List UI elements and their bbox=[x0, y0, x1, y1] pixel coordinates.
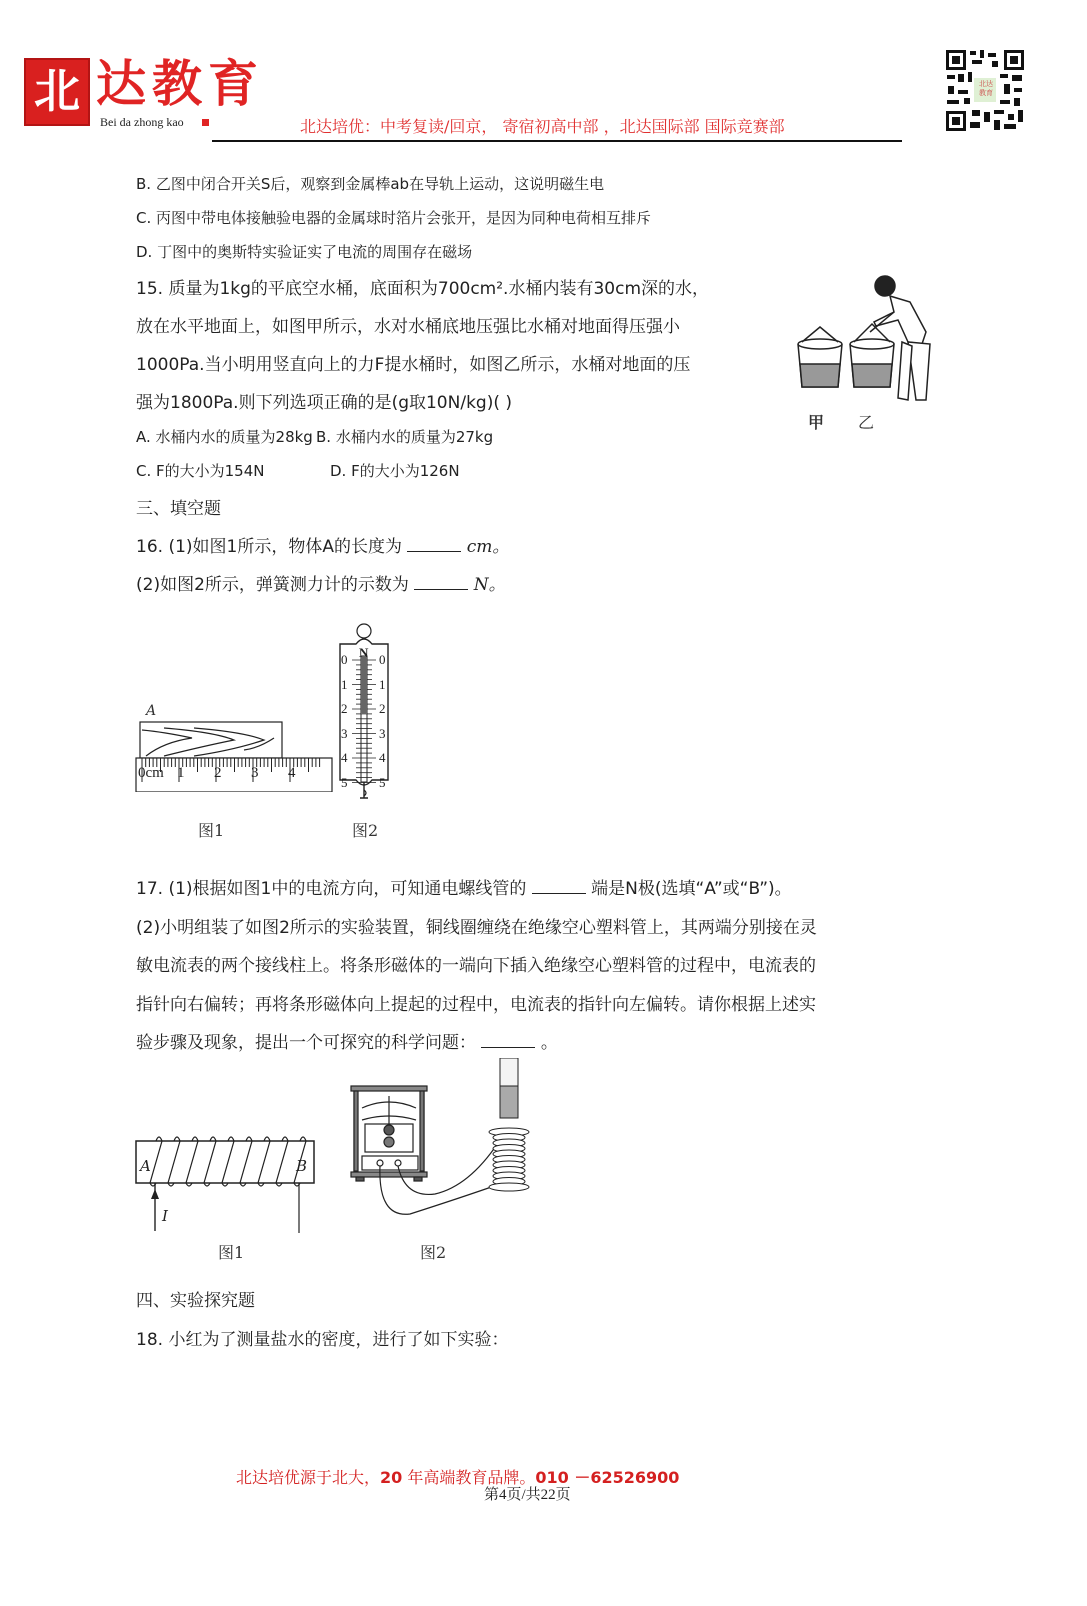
logo-subtitle: Bei da zhong kao bbox=[100, 115, 184, 129]
current-label: I bbox=[162, 1207, 168, 1225]
footer-slogan-c: 年高端教育品牌。 bbox=[402, 1468, 536, 1487]
solenoid-end-b: B bbox=[296, 1157, 308, 1175]
q17-part-2-line-1: (2)小明组装了如图2所示的实验装置，铜线圈缠绕在绝缘空心塑料管上，其两端分别接在灵 bbox=[136, 918, 817, 938]
scale-label-l: 4 bbox=[341, 750, 348, 765]
footer-slogan bbox=[236, 1465, 679, 1488]
q15-line-1: 15. 质量为1kg的平底空水桶，底面积为700cm².水桶内装有30cm深的水， bbox=[136, 279, 710, 299]
scale-label-l: 5 bbox=[341, 774, 348, 790]
q16-part-2-unit: N。 bbox=[473, 575, 506, 595]
q15-line-4: 强为1800Pa.则下列选项正确的是(g取10N/kg)( ) bbox=[136, 393, 513, 413]
galvanometer-figure bbox=[350, 1058, 535, 1238]
q17-answer-blank-2[interactable] bbox=[481, 1031, 535, 1048]
bucket-jia bbox=[798, 327, 842, 387]
scale-label-r: 2 bbox=[379, 701, 386, 716]
q17-part-2-line-4 bbox=[136, 1030, 558, 1056]
q17-fig2-label: 图2 bbox=[420, 1243, 447, 1262]
footer-slogan-years: 20 bbox=[380, 1468, 403, 1487]
q17-part-2-last-suffix: 。 bbox=[540, 1033, 558, 1053]
q17-part-2-line-3: 指针向右偏转；再将条形磁体向上提起的过程中，电流表的指针向左偏转。请你根据上述实 bbox=[136, 995, 816, 1015]
q18-text: 18. 小红为了测量盐水的密度，进行了如下实验： bbox=[136, 1330, 509, 1350]
scale-label-r: 0 bbox=[379, 652, 386, 667]
scale-label-r: 5 bbox=[379, 774, 386, 790]
scale-label-l: 0 bbox=[341, 652, 348, 667]
q16-answer-blank-1[interactable] bbox=[407, 535, 461, 552]
ruler-label-2: 2 bbox=[214, 765, 222, 781]
bucket-yi bbox=[850, 324, 894, 387]
q16-part-2 bbox=[136, 572, 506, 598]
bar-magnet bbox=[500, 1058, 518, 1118]
logo-text: 达教育 bbox=[96, 54, 264, 113]
scale-label-r: 1 bbox=[379, 676, 386, 692]
q14-option-c: C. 丙图中带电体接触验电器的金属球时箔片会张开，是因为同种电荷相互排斥 bbox=[136, 209, 652, 227]
q16-part-1-text: 16. (1)如图1所示，物体A的长度为 bbox=[136, 537, 402, 557]
q15-option-b: B. 水桶内水的质量为27kg bbox=[316, 428, 494, 446]
scale-label-r: 4 bbox=[379, 750, 386, 765]
q15-option-c: C. F的大小为154N bbox=[136, 462, 265, 480]
ruler-label-0: 0cm bbox=[138, 765, 164, 781]
section-3-title: 三、填空题 bbox=[136, 499, 221, 519]
scale-label-l: 1 bbox=[341, 676, 348, 692]
scale-unit-label: N bbox=[359, 645, 369, 660]
scale-label-l: 2 bbox=[341, 701, 348, 716]
q17-part-1 bbox=[136, 876, 792, 902]
fig-label-yi: 乙 bbox=[858, 413, 875, 432]
page-number: 第4页/共22页 bbox=[484, 1487, 571, 1503]
q17-part-2-last-text: 验步骤及现象，提出一个可探究的科学问题： bbox=[136, 1033, 476, 1053]
q14-option-d: D. 丁图中的奥斯特实验证实了电流的周围存在磁场 bbox=[136, 243, 473, 261]
footer-phone: 010 －62526900 bbox=[535, 1468, 680, 1487]
object-a bbox=[140, 722, 282, 758]
qr-center-label: 北达教育 bbox=[979, 80, 993, 97]
section-4-title: 四、实验探究题 bbox=[136, 1291, 255, 1311]
fig-label-jia: 甲 bbox=[808, 413, 825, 432]
q15-line-3: 1000Pa.当小明用竖直向上的力F提水桶时，如图乙所示，水桶对地面的压 bbox=[136, 355, 691, 375]
ruler-label-3: 3 bbox=[251, 765, 259, 781]
header-divider bbox=[212, 140, 902, 142]
q15-option-d: D. F的大小为126N bbox=[330, 462, 460, 480]
solenoid-end-a: A bbox=[140, 1157, 151, 1175]
ruler-figure bbox=[134, 720, 334, 792]
bucket-figure bbox=[790, 272, 940, 412]
footer-slogan-a: 北达培优源于北大， bbox=[236, 1468, 381, 1487]
q16-part-2-text: (2)如图2所示，弹簧测力计的示数为 bbox=[136, 575, 409, 595]
coil-tube bbox=[489, 1128, 529, 1191]
ruler-label-4: 4 bbox=[288, 765, 296, 781]
galvanometer bbox=[351, 1086, 427, 1181]
q17-answer-blank-1[interactable] bbox=[532, 877, 586, 894]
q17-part-2-line-2: 敏电流表的两个接线柱上。将条形磁体的一端向下插入绝缘空心塑料管的过程中，电流表的 bbox=[136, 956, 816, 976]
scale-label-r: 3 bbox=[379, 725, 386, 741]
q16-fig2-label: 图2 bbox=[352, 821, 379, 840]
q15-line-2: 放在水平地面上，如图甲所示，水对水桶底地压强比水桶对地面得压强小 bbox=[136, 317, 680, 337]
q16-fig1-label: 图1 bbox=[198, 821, 225, 840]
logo-dot bbox=[202, 119, 209, 126]
q17-part-1-text: 17. (1)根据如图1中的电流方向，可知通电螺线管的 bbox=[136, 879, 527, 899]
q16-part-1 bbox=[136, 534, 509, 560]
q17-fig1-label: 图1 bbox=[218, 1243, 245, 1262]
q17-part-1-suffix: 端是N极(选填“A”或“B”)。 bbox=[591, 879, 792, 899]
q14-option-b: B. 乙图中闭合开关S后，观察到金属棒ab在导轨上运动，这说明磁生电 bbox=[136, 175, 605, 193]
object-a-label: A bbox=[146, 703, 157, 719]
ruler bbox=[136, 758, 332, 792]
coil-ring bbox=[489, 1183, 529, 1191]
scale-label-l: 3 bbox=[341, 725, 348, 741]
q16-answer-blank-2[interactable] bbox=[414, 573, 468, 590]
logo-mark: 北 bbox=[24, 58, 90, 126]
q15-option-a: A. 水桶内水的质量为28kg bbox=[136, 428, 313, 446]
ruler-label-1: 1 bbox=[177, 765, 185, 781]
header-slogan: 北达培优：中考复读/回京， 寄宿初高中部 ，北达国际部 国际竞赛部 bbox=[300, 117, 785, 136]
q16-part-1-unit: cm。 bbox=[466, 537, 510, 557]
